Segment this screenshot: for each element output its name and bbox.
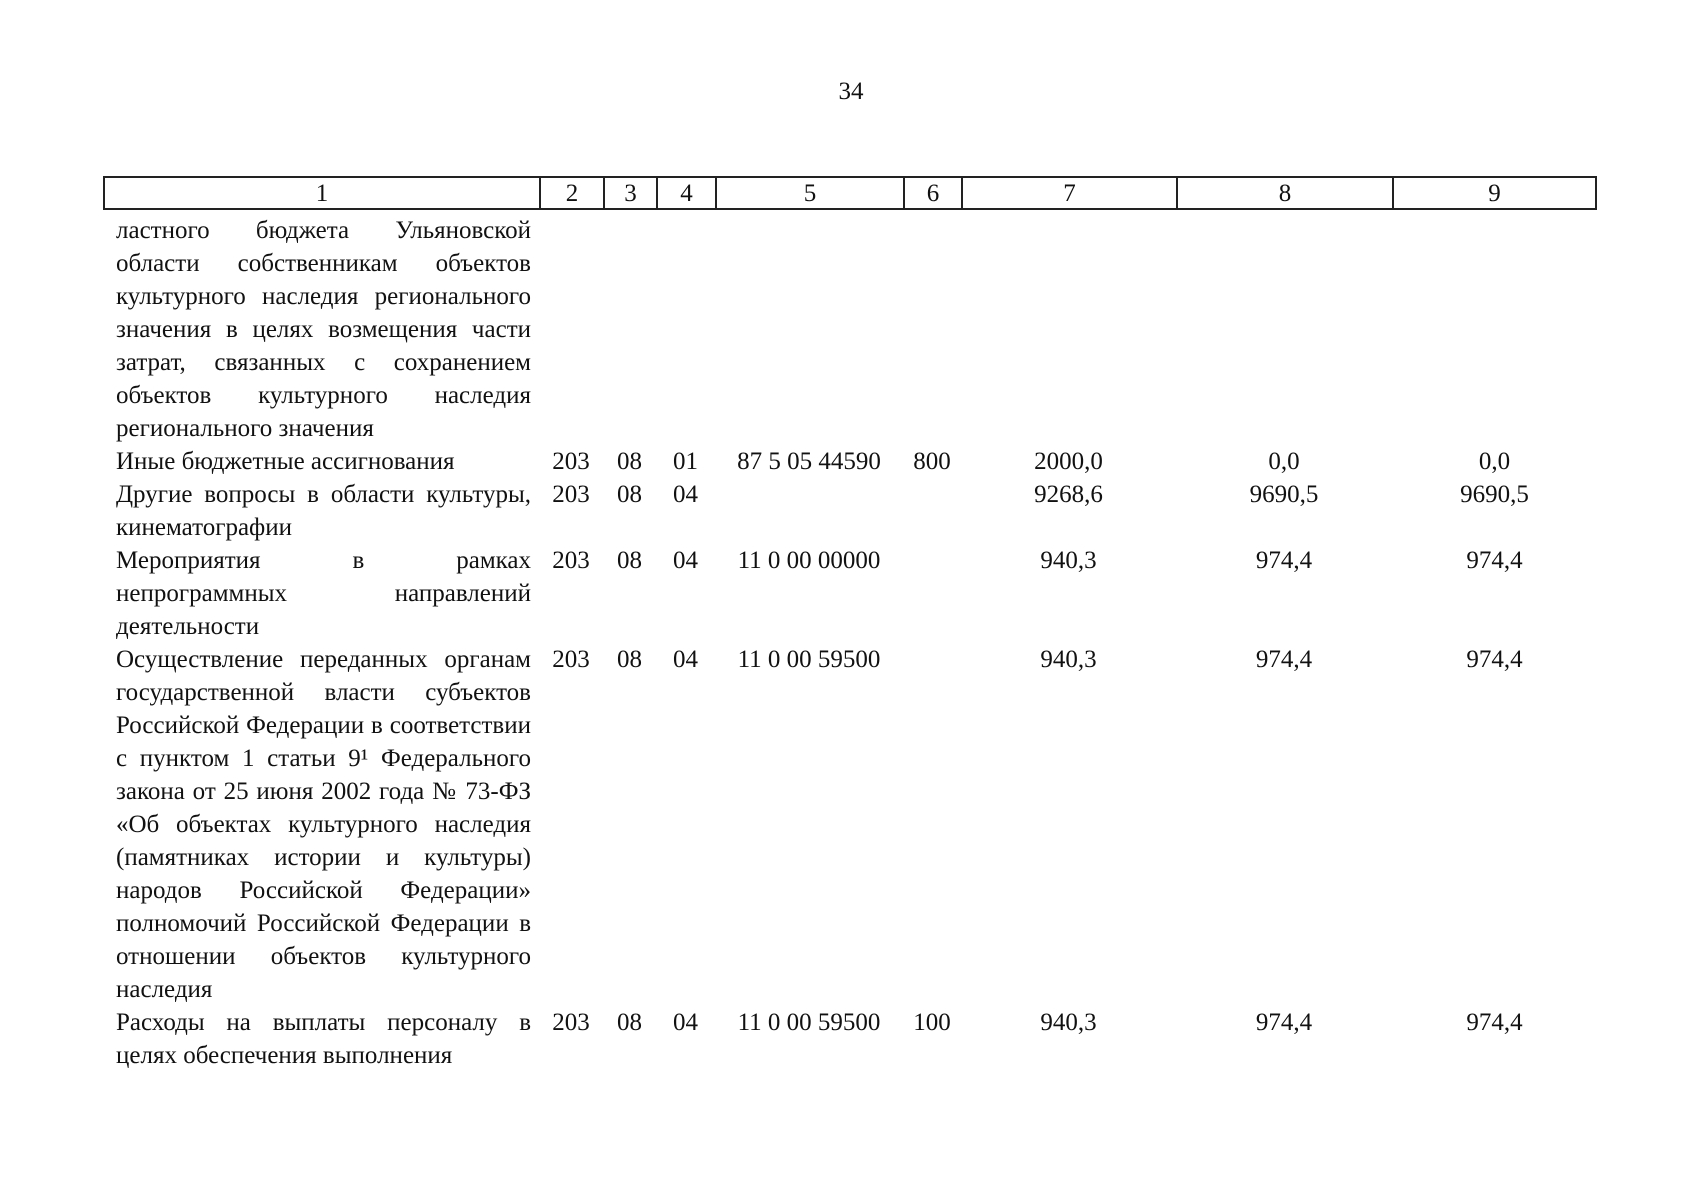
- cell-c9: 974,4: [1466, 1009, 1523, 1036]
- cell-c5: 11 0 00 59500: [737, 646, 881, 673]
- cell-c5: 87 5 05 44590: [737, 448, 881, 475]
- cell-c2: 203: [552, 1009, 590, 1036]
- row-name-cell: Осуществление переданных органам государственной власти субъектов Российской Федерации в соответствии с пунктом 1 статьи 9¹ Федерального закона от 25 июня 2002 года № 73-ФЗ «Об объектах культурного наследия (памятниках истории и культуры) народов Российской Федерации» полномочий Российской Федерации в отношении объектов культурного наследия: [116, 646, 531, 1003]
- cell-c3: 08: [617, 481, 642, 508]
- cell-c4: 04: [673, 481, 698, 508]
- table-row: [103, 445, 1597, 478]
- cell-c8: 974,4: [1255, 1009, 1313, 1036]
- cell-c5: 11 0 00 00000: [737, 547, 881, 574]
- row-name-cell: Расходы на выплаты персоналу в целях обеспечения выполнения: [116, 1009, 531, 1069]
- cell-c6: 800: [913, 448, 951, 475]
- cell-c4: 04: [673, 1009, 698, 1036]
- table-body: [103, 214, 1597, 1072]
- cell-c8: 0,0: [1268, 448, 1300, 475]
- column-header-3: 3: [605, 178, 658, 208]
- column-header-1: 1: [105, 178, 541, 208]
- cell-c4: 04: [673, 547, 698, 574]
- table-header-row: [103, 176, 1597, 210]
- column-header-9: 9: [1488, 180, 1501, 207]
- cell-c7: 9268,6: [1034, 481, 1103, 508]
- row-name-cell: Иные бюджетные ассигнования: [116, 448, 455, 475]
- table-row: [103, 478, 1597, 544]
- cell-c2: 203: [552, 646, 590, 673]
- cell-c7: 940,3: [1040, 1009, 1097, 1036]
- cell-c9: 0,0: [1478, 448, 1511, 475]
- cell-c3: 08: [617, 646, 642, 673]
- table-row: [103, 214, 1597, 445]
- cell-c4: 01: [673, 448, 698, 475]
- cell-c4: 04: [673, 646, 698, 673]
- cell-c2: 203: [552, 481, 590, 508]
- row-name-cell: Другие вопросы в области культуры, кинематографии: [116, 481, 531, 541]
- cell-c8: 974,4: [1255, 646, 1313, 673]
- cell-c8: 974,4: [1255, 547, 1313, 574]
- cell-c8: 9690,5: [1249, 481, 1319, 508]
- cell-c2: 203: [552, 547, 590, 574]
- cell-c7: 2000,0: [1034, 448, 1103, 475]
- row-name-cell: ластного бюджета Ульяновской области собственникам объектов культурного наследия регионального значения в целях возмещения части затрат, связанных с сохранением объектов культурного наследия регионального значения: [116, 217, 531, 442]
- cell-c3: 08: [617, 1009, 642, 1036]
- row-name-cell: Мероприятия в рамках непрограммных направлений деятельности: [116, 547, 531, 640]
- cell-c7: 940,3: [1040, 646, 1097, 673]
- column-header-2: 2: [541, 178, 605, 208]
- cell-c9: 974,4: [1466, 547, 1523, 574]
- column-header-7: 7: [963, 178, 1178, 208]
- cell-c9: 9690,5: [1460, 481, 1529, 508]
- page-number: 34: [838, 78, 864, 105]
- cell-c3: 08: [617, 547, 642, 574]
- column-header-8: 8: [1178, 178, 1394, 208]
- table-row: [103, 544, 1597, 643]
- cell-c7: 940,3: [1040, 547, 1097, 574]
- table-row: [103, 643, 1597, 1006]
- cell-c3: 08: [617, 448, 642, 475]
- cell-c9: 974,4: [1466, 646, 1523, 673]
- cell-c6: 100: [913, 1009, 951, 1036]
- cell-c5: 11 0 00 59500: [737, 1009, 881, 1036]
- column-header-5: 5: [717, 178, 905, 208]
- cell-c2: 203: [552, 448, 590, 475]
- table-row: [103, 1006, 1597, 1072]
- column-header-6: 6: [905, 178, 963, 208]
- column-header-4: 4: [658, 178, 717, 208]
